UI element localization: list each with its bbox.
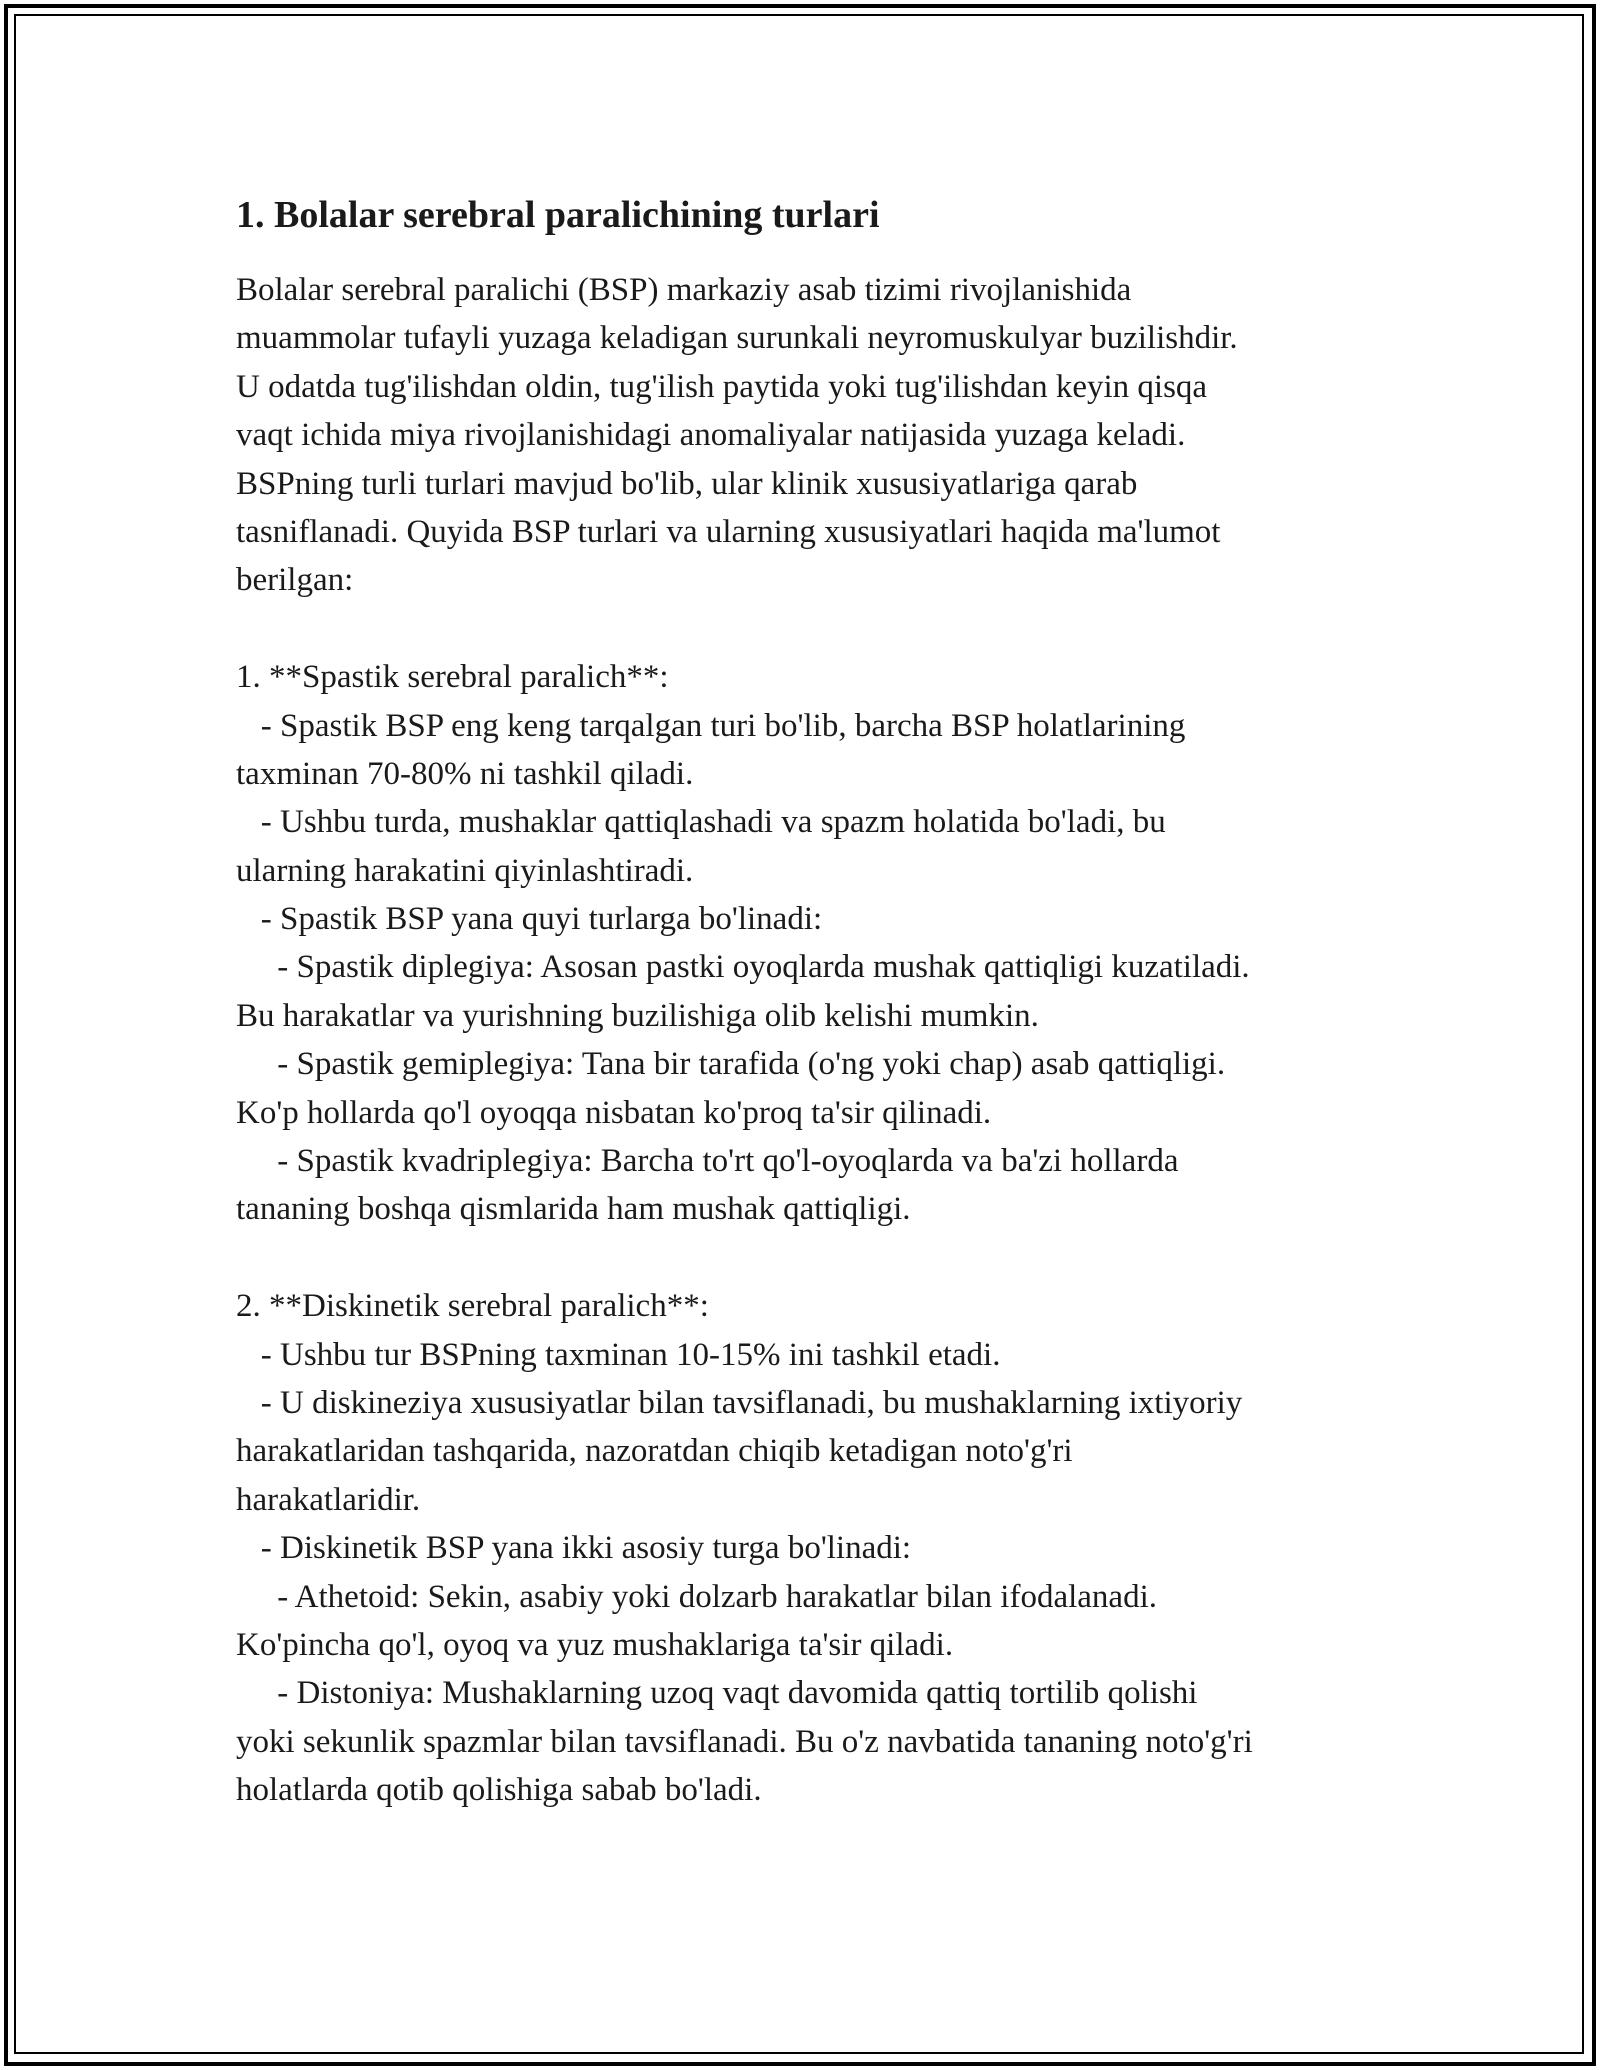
sublist-line: Bu harakatlar va yurishning buzilishiga olib kelishi mumkin. xyxy=(236,997,1039,1034)
document-body xyxy=(236,184,1396,1815)
list-line: ularning harakatini qiyinlashtiradi. xyxy=(236,852,694,889)
intro-line: muammolar tufayli yuzaga keladigan surunkali neyromuskulyar buzilishdir. xyxy=(236,320,1238,357)
sublist-line: - Spastik kvadriplegiya: Barcha to'rt qo'l-oyoqlarda va ba'zi hollarda xyxy=(236,1143,1179,1180)
list-line: - Diskinetik BSP yana ikki asosiy turga bo'linadi: xyxy=(236,1530,912,1567)
list-line: taxminan 70-80% ni tashkil qiladi. xyxy=(236,755,694,792)
title-spacer xyxy=(236,246,1396,266)
blank-line xyxy=(236,605,1396,653)
intro-line: U odatda tug'ilishdan oldin, tug'ilish paytida yoki tug'ilishdan keyin qisqa xyxy=(236,368,1208,405)
section-heading-dyskinetic: 2. **Diskinetik serebral paralich**: xyxy=(236,1288,709,1325)
list-line: harakatlaridir. xyxy=(236,1481,421,1518)
section-heading-spastic: 1. **Spastik serebral paralich**: xyxy=(236,659,669,696)
list-line: - Spastik BSP yana quyi turlarga bo'linadi: xyxy=(236,901,823,938)
sublist-line: - Athetoid: Sekin, asabiy yoki dolzarb harakatlar bilan ifodalanadi. xyxy=(236,1578,1157,1615)
sublist-line: Ko'pincha qo'l, oyoq va yuz mushaklariga ta'sir qiladi. xyxy=(236,1626,954,1663)
list-line: harakatlaridan tashqarida, nazoratdan chiqib ketadigan noto'g'ri xyxy=(236,1433,1073,1470)
sublist-line: - Spastik diplegiya: Asosan pastki oyoqlarda mushak qattiqligi kuzatiladi. xyxy=(236,949,1250,986)
sublist-line: holatlarda qotib qolishiga sabab bo'ladi. xyxy=(236,1772,762,1809)
intro-line: berilgan: xyxy=(236,562,354,599)
intro-line: vaqt ichida miya rivojlanishidagi anomaliyalar natijasida yuzaga keladi. xyxy=(236,417,1186,454)
list-line: - Ushbu tur BSPning taxminan 10-15% ini tashkil etadi. xyxy=(236,1336,1001,1373)
list-line: - U diskineziya xususiyatlar bilan tavsiflanadi, bu mushaklarning ixtiyoriy xyxy=(236,1384,1243,1421)
intro-line: tasniflanadi. Quyida BSP turlari va ularning xususiyatlari haqida ma'lumot xyxy=(236,513,1221,550)
list-line: - Spastik BSP eng keng tarqalgan turi bo'lib, barcha BSP holatlarining xyxy=(236,707,1186,744)
sublist-line: tananing boshqa qismlarida ham mushak qattiqligi. xyxy=(236,1191,911,1228)
blank-line xyxy=(236,1234,1396,1282)
list-line: - Ushbu turda, mushaklar qattiqlashadi va spazm holatida bo'ladi, bu xyxy=(236,804,1166,841)
sublist-line: - Distoniya: Mushaklarning uzoq vaqt davomida qattiq tortilib qolishi xyxy=(236,1675,1198,1712)
sublist-line: yoki sekunlik spazmlar bilan tavsiflanadi. Bu o'z navbatida tananing noto'g'ri xyxy=(236,1723,1253,1760)
document-title: 1. Bolalar serebral paralichining turlari xyxy=(236,194,880,236)
intro-line: Bolalar serebral paralichi (BSP) markaziy asab tizimi rivojlanishida xyxy=(236,272,1132,308)
sublist-line: - Spastik gemiplegiya: Tana bir tarafida (o'ng yoki chap) asab qattiqligi. xyxy=(236,1046,1226,1083)
sublist-line: Ko'p hollarda qo'l oyoqqa nisbatan ko'proq ta'sir qilinadi. xyxy=(236,1094,992,1131)
intro-line: BSPning turli turlari mavjud bo'lib, ular klinik xususiyatlariga qarab xyxy=(236,465,1138,502)
